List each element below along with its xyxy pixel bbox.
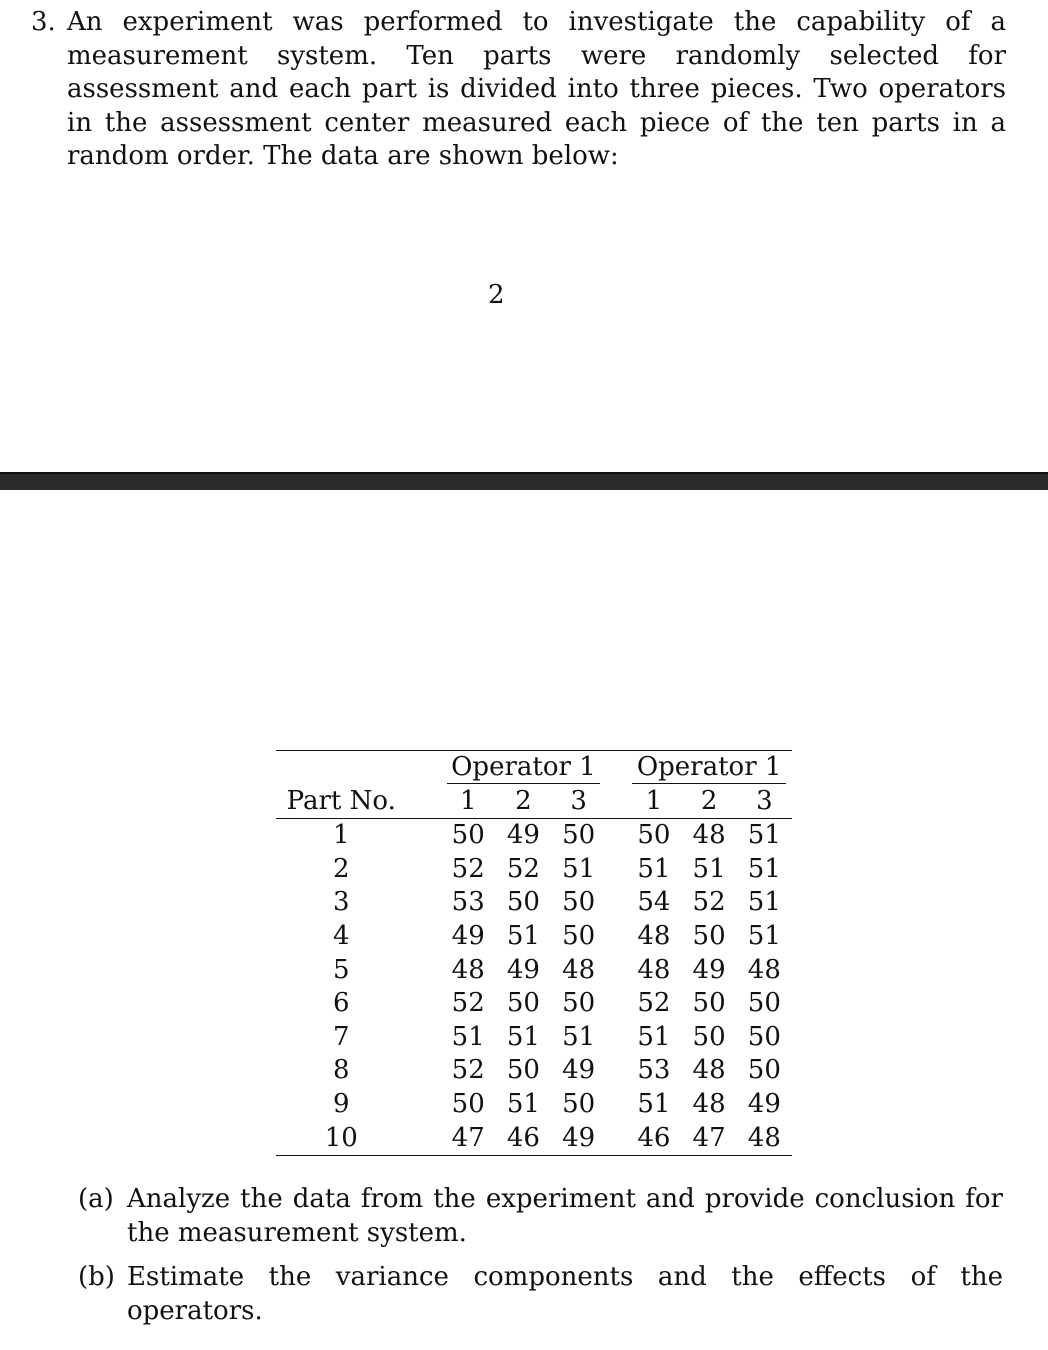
- part-number-cell: 6: [332, 988, 350, 1019]
- problem-statement: [31, 6, 1006, 174]
- operator-2-measurement: 48: [747, 1122, 781, 1153]
- operator-1-measurement: 51: [562, 1021, 596, 1052]
- operator-2-measurement: 49: [692, 954, 726, 985]
- operator-2-measurement: 50: [747, 1055, 781, 1086]
- operator-1-header: Operator 1: [441, 751, 607, 785]
- operator-2-measurement: 54: [637, 887, 671, 918]
- piece-header: 1: [626, 785, 681, 819]
- operator-2-measurement: 50: [637, 820, 671, 851]
- page-divider: [0, 472, 1048, 490]
- operator-1-measurement: 53: [451, 887, 485, 918]
- operator-1-measurement: 51: [506, 1021, 540, 1052]
- operator-1-measurement: 50: [506, 887, 540, 918]
- operator-1-measurement: 48: [451, 954, 485, 985]
- question-label: (b): [78, 1262, 115, 1292]
- operator-1-measurement: 50: [451, 820, 485, 851]
- operator-2-measurement: 51: [692, 853, 726, 884]
- operator-2-measurement: 50: [692, 988, 726, 1019]
- table-row: [276, 920, 792, 954]
- operator-2-measurement: 50: [747, 988, 781, 1019]
- operator-2-measurement: 50: [692, 1021, 726, 1052]
- operator-1-measurement: 49: [451, 920, 485, 951]
- piece-header: 3: [737, 785, 792, 819]
- operator-1-measurement: 51: [562, 853, 596, 884]
- operator-1-measurement: 51: [506, 920, 540, 951]
- operator-2-measurement: 48: [637, 920, 671, 951]
- piece-header: 1: [441, 785, 496, 819]
- operator-2-measurement: 49: [747, 1088, 781, 1119]
- piece-header: 3: [551, 785, 606, 819]
- operator-1-measurement: 52: [451, 853, 485, 884]
- operator-1-measurement: 50: [451, 1088, 485, 1119]
- table-row: [276, 819, 792, 853]
- part-number-cell: 2: [332, 853, 350, 884]
- operator-2-measurement: 51: [637, 1088, 671, 1119]
- table-row: [276, 1122, 792, 1156]
- questions: [78, 1183, 1003, 1339]
- table-row: [276, 1054, 792, 1088]
- part-number-cell: 5: [332, 954, 350, 985]
- operator-2-measurement: 52: [692, 887, 726, 918]
- operator-1-measurement: 49: [562, 1055, 596, 1086]
- operator-1-measurement: 50: [562, 887, 596, 918]
- operator-1-measurement: 50: [562, 988, 596, 1019]
- operator-2-measurement: 48: [692, 1088, 726, 1119]
- operator-2-measurement: 48: [747, 954, 781, 985]
- operator-1-measurement: 50: [506, 1055, 540, 1086]
- operator-1-measurement: 51: [451, 1021, 485, 1052]
- table-row: [276, 853, 792, 887]
- operator-2-measurement: 46: [637, 1122, 671, 1153]
- operator-1-measurement: 49: [506, 820, 540, 851]
- table-row: [276, 987, 792, 1021]
- operator-2-measurement: 51: [637, 853, 671, 884]
- measurement-data-table: [276, 750, 792, 1156]
- operator-2-measurement: 48: [692, 1055, 726, 1086]
- operator-1-measurement: 47: [451, 1122, 485, 1153]
- operator-2-measurement: 51: [747, 920, 781, 951]
- operator-1-measurement: 50: [562, 820, 596, 851]
- operator-1-measurement: 49: [506, 954, 540, 985]
- operator-1-measurement: 50: [562, 1088, 596, 1119]
- piece-header: 2: [496, 785, 551, 819]
- operator-2-measurement: 50: [692, 920, 726, 951]
- part-no-header: Part No.: [276, 785, 407, 819]
- operator-2-measurement: 52: [637, 988, 671, 1019]
- part-number-cell: 4: [332, 920, 350, 951]
- operator-1-measurement: 52: [451, 1055, 485, 1086]
- operator-1-measurement: 48: [562, 954, 596, 985]
- page-number: 2: [488, 280, 505, 310]
- question-label: (a): [78, 1184, 114, 1214]
- operator-header-row: [276, 751, 792, 785]
- operator-2-measurement: 53: [637, 1055, 671, 1086]
- question-a: [78, 1183, 1003, 1250]
- table-row: [276, 1088, 792, 1122]
- operator-2-measurement: 51: [747, 887, 781, 918]
- part-number-cell: 9: [332, 1088, 350, 1119]
- table-row: [276, 1021, 792, 1055]
- operator-2-measurement: 47: [692, 1122, 726, 1153]
- operator-1-measurement: 51: [506, 1088, 540, 1119]
- part-number-cell: 3: [332, 887, 350, 918]
- operator-1-measurement: 49: [562, 1122, 596, 1153]
- piece-header: 2: [682, 785, 737, 819]
- operator-1-measurement: 50: [562, 920, 596, 951]
- table-row: [276, 954, 792, 988]
- operator-2-measurement: 51: [747, 820, 781, 851]
- part-number-cell: 1: [332, 820, 350, 851]
- operator-2-measurement: 48: [637, 954, 671, 985]
- part-number-cell: 8: [332, 1055, 350, 1086]
- question-text: Estimate the variance components and the effects of the operators.: [127, 1262, 1003, 1326]
- operator-1-measurement: 46: [506, 1122, 540, 1153]
- part-number-cell: 7: [332, 1021, 350, 1052]
- data-table: [276, 750, 792, 1156]
- part-number-cell: 10: [324, 1122, 358, 1153]
- operator-2-measurement: 51: [637, 1021, 671, 1052]
- operator-2-measurement: 51: [747, 853, 781, 884]
- operator-2-header: Operator 1: [626, 751, 792, 785]
- table-row: [276, 886, 792, 920]
- operator-1-measurement: 52: [506, 853, 540, 884]
- table-body: [276, 819, 792, 1156]
- operator-2-measurement: 48: [692, 820, 726, 851]
- piece-header-row: [276, 785, 792, 819]
- operator-1-measurement: 50: [506, 988, 540, 1019]
- problem-number: 3.: [31, 7, 56, 37]
- question-text: Analyze the data from the experiment and provide conclusion for the measurement system.: [127, 1184, 1003, 1248]
- operator-1-measurement: 52: [451, 988, 485, 1019]
- problem-text: An experiment was performed to investigate the capability of a measurement system. Ten parts were randomly selected for assessment and each part is divided into three pieces. Two operators in the assessment center measured each piece of the ten parts in a random order. The data are shown below:: [67, 7, 1006, 171]
- question-b: [78, 1261, 1003, 1328]
- operator-2-measurement: 50: [747, 1021, 781, 1052]
